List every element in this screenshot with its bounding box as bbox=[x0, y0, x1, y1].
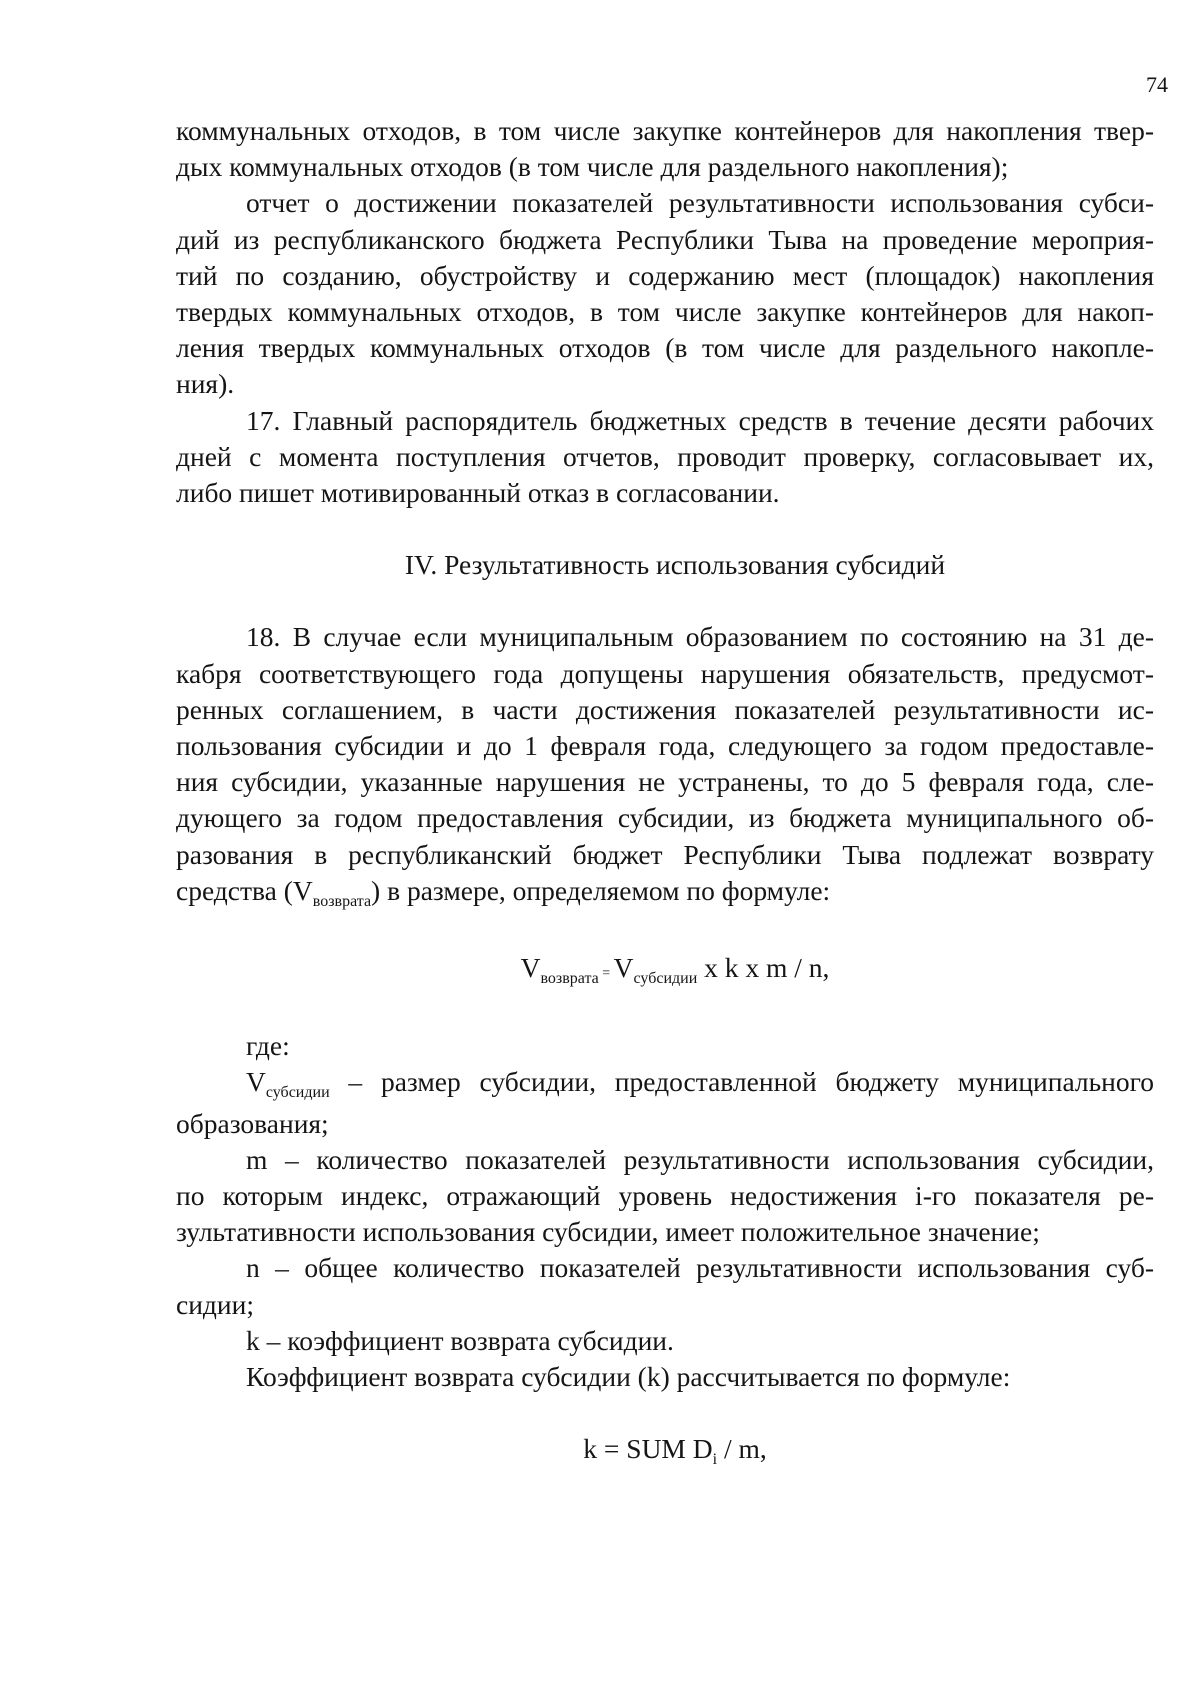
definition-k: k – коэффициент возврата субсидии. bbox=[246, 1324, 674, 1356]
text-line: ния субсидии, указанные нарушения не устранены, то до 5 февраля года, сле- bbox=[176, 766, 1154, 798]
text-line: либо пишет мотивированный отказ в согласовании. bbox=[176, 477, 780, 509]
section-heading: IV. Результативность использования субсидий bbox=[404, 549, 946, 581]
text-run: / m, bbox=[717, 1433, 767, 1465]
coefficient-intro: Коэффициент возврата субсидии (k) рассчитывается по формуле: bbox=[246, 1361, 1011, 1393]
text-run: ) в размере, определяемом по формуле: bbox=[371, 874, 831, 906]
formula-variable: V bbox=[246, 1066, 266, 1098]
text-line: 17. Главный распорядитель бюджетных средств в течение десяти рабочих bbox=[246, 404, 1154, 436]
paragraph-report bbox=[176, 185, 1154, 402]
text-run: k = SUM D bbox=[583, 1433, 713, 1465]
text-line: отчет о достижении показателей результативности использования субси- bbox=[246, 187, 1154, 219]
text-line: дых коммунальных отходов (в том числе для раздельного накопления); bbox=[176, 151, 1009, 183]
text-line: твердых коммунальных отходов, в том числе закупке контейнеров для накоп- bbox=[176, 296, 1154, 328]
text-line: разования в республиканский бюджет Республики Тыва подлежат возврату bbox=[176, 838, 1154, 870]
text-line: n – общее количество показателей результативности использования суб- bbox=[246, 1252, 1154, 1284]
text-line: ния). bbox=[176, 368, 235, 400]
text-run: средства (V bbox=[176, 874, 313, 906]
subscript: возврата bbox=[312, 892, 372, 910]
text-line bbox=[176, 1064, 1154, 1105]
subscript: субсидии bbox=[633, 970, 698, 988]
page-number: 74 bbox=[1146, 72, 1168, 97]
page-content bbox=[176, 113, 1154, 1473]
definition-v bbox=[176, 1064, 1154, 1141]
text-line: тий по созданию, обустройству и содержанию мест (площадок) накопления bbox=[176, 259, 1154, 291]
text-line: сидии; bbox=[176, 1288, 254, 1320]
text-run: – размер субсидии, предоставленной бюджету муниципального bbox=[329, 1066, 1154, 1098]
formula-variable: V bbox=[613, 952, 634, 984]
formula-variable: V bbox=[520, 952, 541, 984]
text-line: 18. В случае если муниципальным образованием по состоянию на 31 де- bbox=[246, 621, 1154, 653]
paragraph-17 bbox=[176, 403, 1154, 512]
subscript: возврата bbox=[540, 970, 599, 988]
text-line: по которым индекс, отражающий уровень недостижения i-го показателя ре- bbox=[176, 1180, 1154, 1212]
text-line: ления твердых коммунальных отходов (в том числе для раздельного накопле- bbox=[176, 332, 1154, 364]
formula-refund bbox=[176, 950, 1154, 992]
text-line: дий из республиканского бюджета Республики Тыва на проведение мероприя- bbox=[176, 223, 1154, 255]
paragraph-continuation bbox=[176, 113, 1154, 185]
text-line: m – количество показателей результативности использования субсидии, bbox=[246, 1143, 1154, 1175]
text-line bbox=[176, 873, 1154, 914]
text-line: ренных соглашением, в части достижения показателей результативности ис- bbox=[176, 693, 1154, 725]
text-line: зультативности использования субсидии, имеет положительное значение; bbox=[176, 1216, 1040, 1248]
formula-coefficient bbox=[176, 1431, 1154, 1472]
text-line: коммунальных отходов, в том числе закупке контейнеров для накопления твер- bbox=[176, 115, 1154, 146]
paragraph-18 bbox=[176, 619, 1154, 914]
text-line: кабря соответствующего года допущены нарушения обязательств, предусмот- bbox=[176, 657, 1154, 689]
text-line: пользования субсидии и до 1 февраля года, следующего за годом предоставле- bbox=[176, 730, 1154, 762]
formula-rest: x k x m / n, bbox=[697, 952, 830, 984]
definition-n bbox=[176, 1250, 1154, 1322]
text-line: дующего за годом предоставления субсидии, из бюджета муниципального об- bbox=[176, 802, 1154, 834]
text-line: дней с момента поступления отчетов, проводит проверку, согласовывает их, bbox=[176, 440, 1154, 472]
subscript: субсидии bbox=[265, 1084, 330, 1102]
text-line: образования; bbox=[176, 1107, 329, 1139]
where-label: где: bbox=[246, 1030, 290, 1062]
formula-equals: = bbox=[598, 966, 614, 982]
subscript: i bbox=[712, 1451, 718, 1469]
definition-m bbox=[176, 1142, 1154, 1251]
